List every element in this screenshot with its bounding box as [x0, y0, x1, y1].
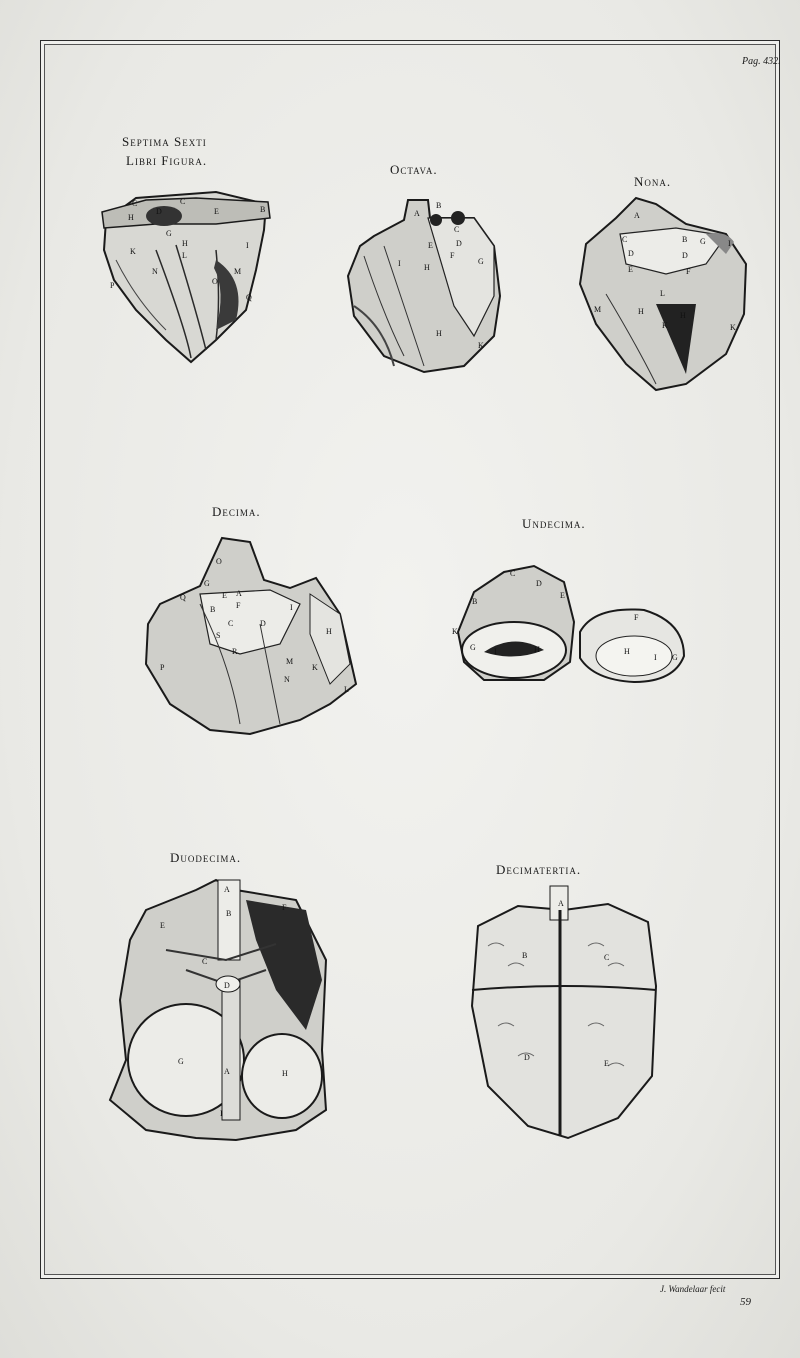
- svg-text:F: F: [282, 903, 287, 912]
- svg-text:H: H: [534, 645, 540, 654]
- svg-text:G: G: [470, 643, 476, 652]
- svg-text:I: I: [654, 653, 657, 662]
- svg-text:B: B: [522, 951, 528, 960]
- svg-text:I: I: [290, 603, 293, 612]
- svg-text:Q: Q: [180, 593, 186, 602]
- svg-text:C: C: [228, 619, 234, 628]
- svg-text:N: N: [152, 267, 158, 276]
- svg-text:O: O: [216, 557, 222, 566]
- heart-figure-octava: [344, 196, 504, 374]
- heart-illustration-octava: [344, 196, 504, 374]
- svg-text:B: B: [210, 605, 216, 614]
- svg-text:G: G: [204, 579, 210, 588]
- lungs-illustration-decimatertia: [468, 886, 660, 1144]
- svg-text:B: B: [682, 235, 688, 244]
- title-septima-line2: Libri Figura.: [126, 153, 208, 168]
- heart-illustration-undecima: [444, 562, 690, 686]
- svg-text:E: E: [214, 207, 219, 216]
- title-septima-line1: Septima Sexti: [122, 134, 207, 149]
- svg-text:I: I: [494, 647, 497, 656]
- title-octava: Octava.: [390, 162, 438, 177]
- svg-text:E: E: [160, 921, 165, 930]
- svg-text:K: K: [478, 341, 484, 350]
- svg-text:Q: Q: [246, 293, 252, 302]
- svg-text:H: H: [326, 627, 332, 636]
- svg-text:D: D: [536, 579, 542, 588]
- svg-text:I: I: [398, 259, 401, 268]
- svg-text:A: A: [414, 209, 420, 218]
- svg-text:E: E: [628, 265, 633, 274]
- svg-text:D: D: [456, 239, 462, 248]
- svg-text:D: D: [156, 207, 162, 216]
- svg-text:H: H: [638, 307, 644, 316]
- svg-text:B: B: [226, 909, 232, 918]
- svg-text:G: G: [178, 1057, 184, 1066]
- svg-text:K: K: [662, 321, 668, 330]
- svg-text:K: K: [130, 247, 136, 256]
- svg-text:E: E: [428, 241, 433, 250]
- svg-text:C: C: [622, 235, 628, 244]
- svg-text:G: G: [166, 229, 172, 238]
- svg-text:M: M: [234, 267, 242, 276]
- heart-illustration-septima: [96, 190, 276, 368]
- svg-text:C: C: [510, 569, 516, 578]
- svg-text:G: G: [478, 257, 484, 266]
- svg-text:I: I: [728, 239, 731, 248]
- svg-text:G: G: [700, 237, 706, 246]
- svg-text:B: B: [472, 597, 478, 606]
- svg-text:D: D: [524, 1053, 530, 1062]
- svg-text:K: K: [452, 627, 458, 636]
- svg-text:C: C: [604, 953, 610, 962]
- svg-text:P: P: [110, 281, 115, 290]
- svg-text:H: H: [436, 329, 442, 338]
- heart-illustration-nona: [576, 194, 752, 394]
- svg-text:R: R: [232, 647, 238, 656]
- heart-illustration-duodecima: [106, 880, 334, 1148]
- svg-text:O: O: [212, 277, 218, 286]
- svg-text:N: N: [284, 675, 290, 684]
- svg-text:A: A: [224, 885, 230, 894]
- svg-text:L: L: [182, 251, 187, 260]
- sheet-number: 59: [740, 1296, 751, 1308]
- svg-text:I: I: [246, 241, 249, 250]
- svg-text:D: D: [682, 251, 688, 260]
- svg-text:D: D: [260, 619, 266, 628]
- svg-text:H: H: [624, 647, 630, 656]
- svg-text:K: K: [312, 663, 318, 672]
- heart-figure-duodecima: [106, 880, 334, 1148]
- title-decima: Decima.: [212, 504, 261, 519]
- svg-text:H: H: [424, 263, 430, 272]
- heart-figure-decima: [140, 534, 360, 740]
- svg-text:I: I: [220, 1109, 223, 1118]
- heart-illustration-decima: [140, 534, 360, 740]
- svg-text:A: A: [224, 1067, 230, 1076]
- svg-text:B: B: [436, 201, 442, 210]
- svg-text:H: H: [680, 311, 686, 320]
- title-duodecima: Duodecima.: [170, 850, 242, 865]
- svg-text:E: E: [222, 591, 227, 600]
- svg-text:F: F: [236, 601, 241, 610]
- heart-figure-septima: [96, 190, 276, 368]
- svg-text:E: E: [560, 591, 565, 600]
- svg-text:C: C: [180, 197, 186, 206]
- svg-text:H: H: [182, 239, 188, 248]
- svg-text:D: D: [628, 249, 634, 258]
- svg-text:K: K: [730, 323, 736, 332]
- svg-text:C: C: [454, 225, 460, 234]
- svg-text:L: L: [344, 685, 349, 694]
- svg-text:C: C: [132, 199, 138, 208]
- svg-text:F: F: [634, 613, 639, 622]
- page-reference: Pag. 432.: [742, 56, 781, 67]
- engraver-signature: J. Wandelaar fecit: [660, 1284, 726, 1294]
- svg-text:D: D: [224, 981, 230, 990]
- svg-text:P: P: [160, 663, 165, 672]
- svg-text:F: F: [450, 251, 455, 260]
- svg-text:A: A: [236, 589, 242, 598]
- heart-figure-undecima: [444, 562, 690, 686]
- svg-text:A: A: [634, 211, 640, 220]
- title-undecima: Undecima.: [522, 516, 586, 531]
- title-nona: Nona.: [634, 174, 672, 189]
- svg-text:B: B: [260, 205, 266, 214]
- svg-text:F: F: [686, 267, 691, 276]
- svg-text:H: H: [282, 1069, 288, 1078]
- svg-text:A: A: [558, 899, 564, 908]
- svg-text:G: G: [672, 653, 678, 662]
- svg-text:E: E: [604, 1059, 609, 1068]
- lungs-figure-decimatertia: [468, 886, 660, 1144]
- svg-text:C: C: [202, 957, 208, 966]
- svg-text:H: H: [128, 213, 134, 222]
- svg-text:M: M: [594, 305, 602, 314]
- svg-text:L: L: [660, 289, 665, 298]
- svg-text:S: S: [216, 631, 221, 640]
- svg-text:M: M: [286, 657, 294, 666]
- heart-figure-nona: [576, 194, 752, 394]
- title-decimatertia: Decimatertia.: [496, 862, 582, 877]
